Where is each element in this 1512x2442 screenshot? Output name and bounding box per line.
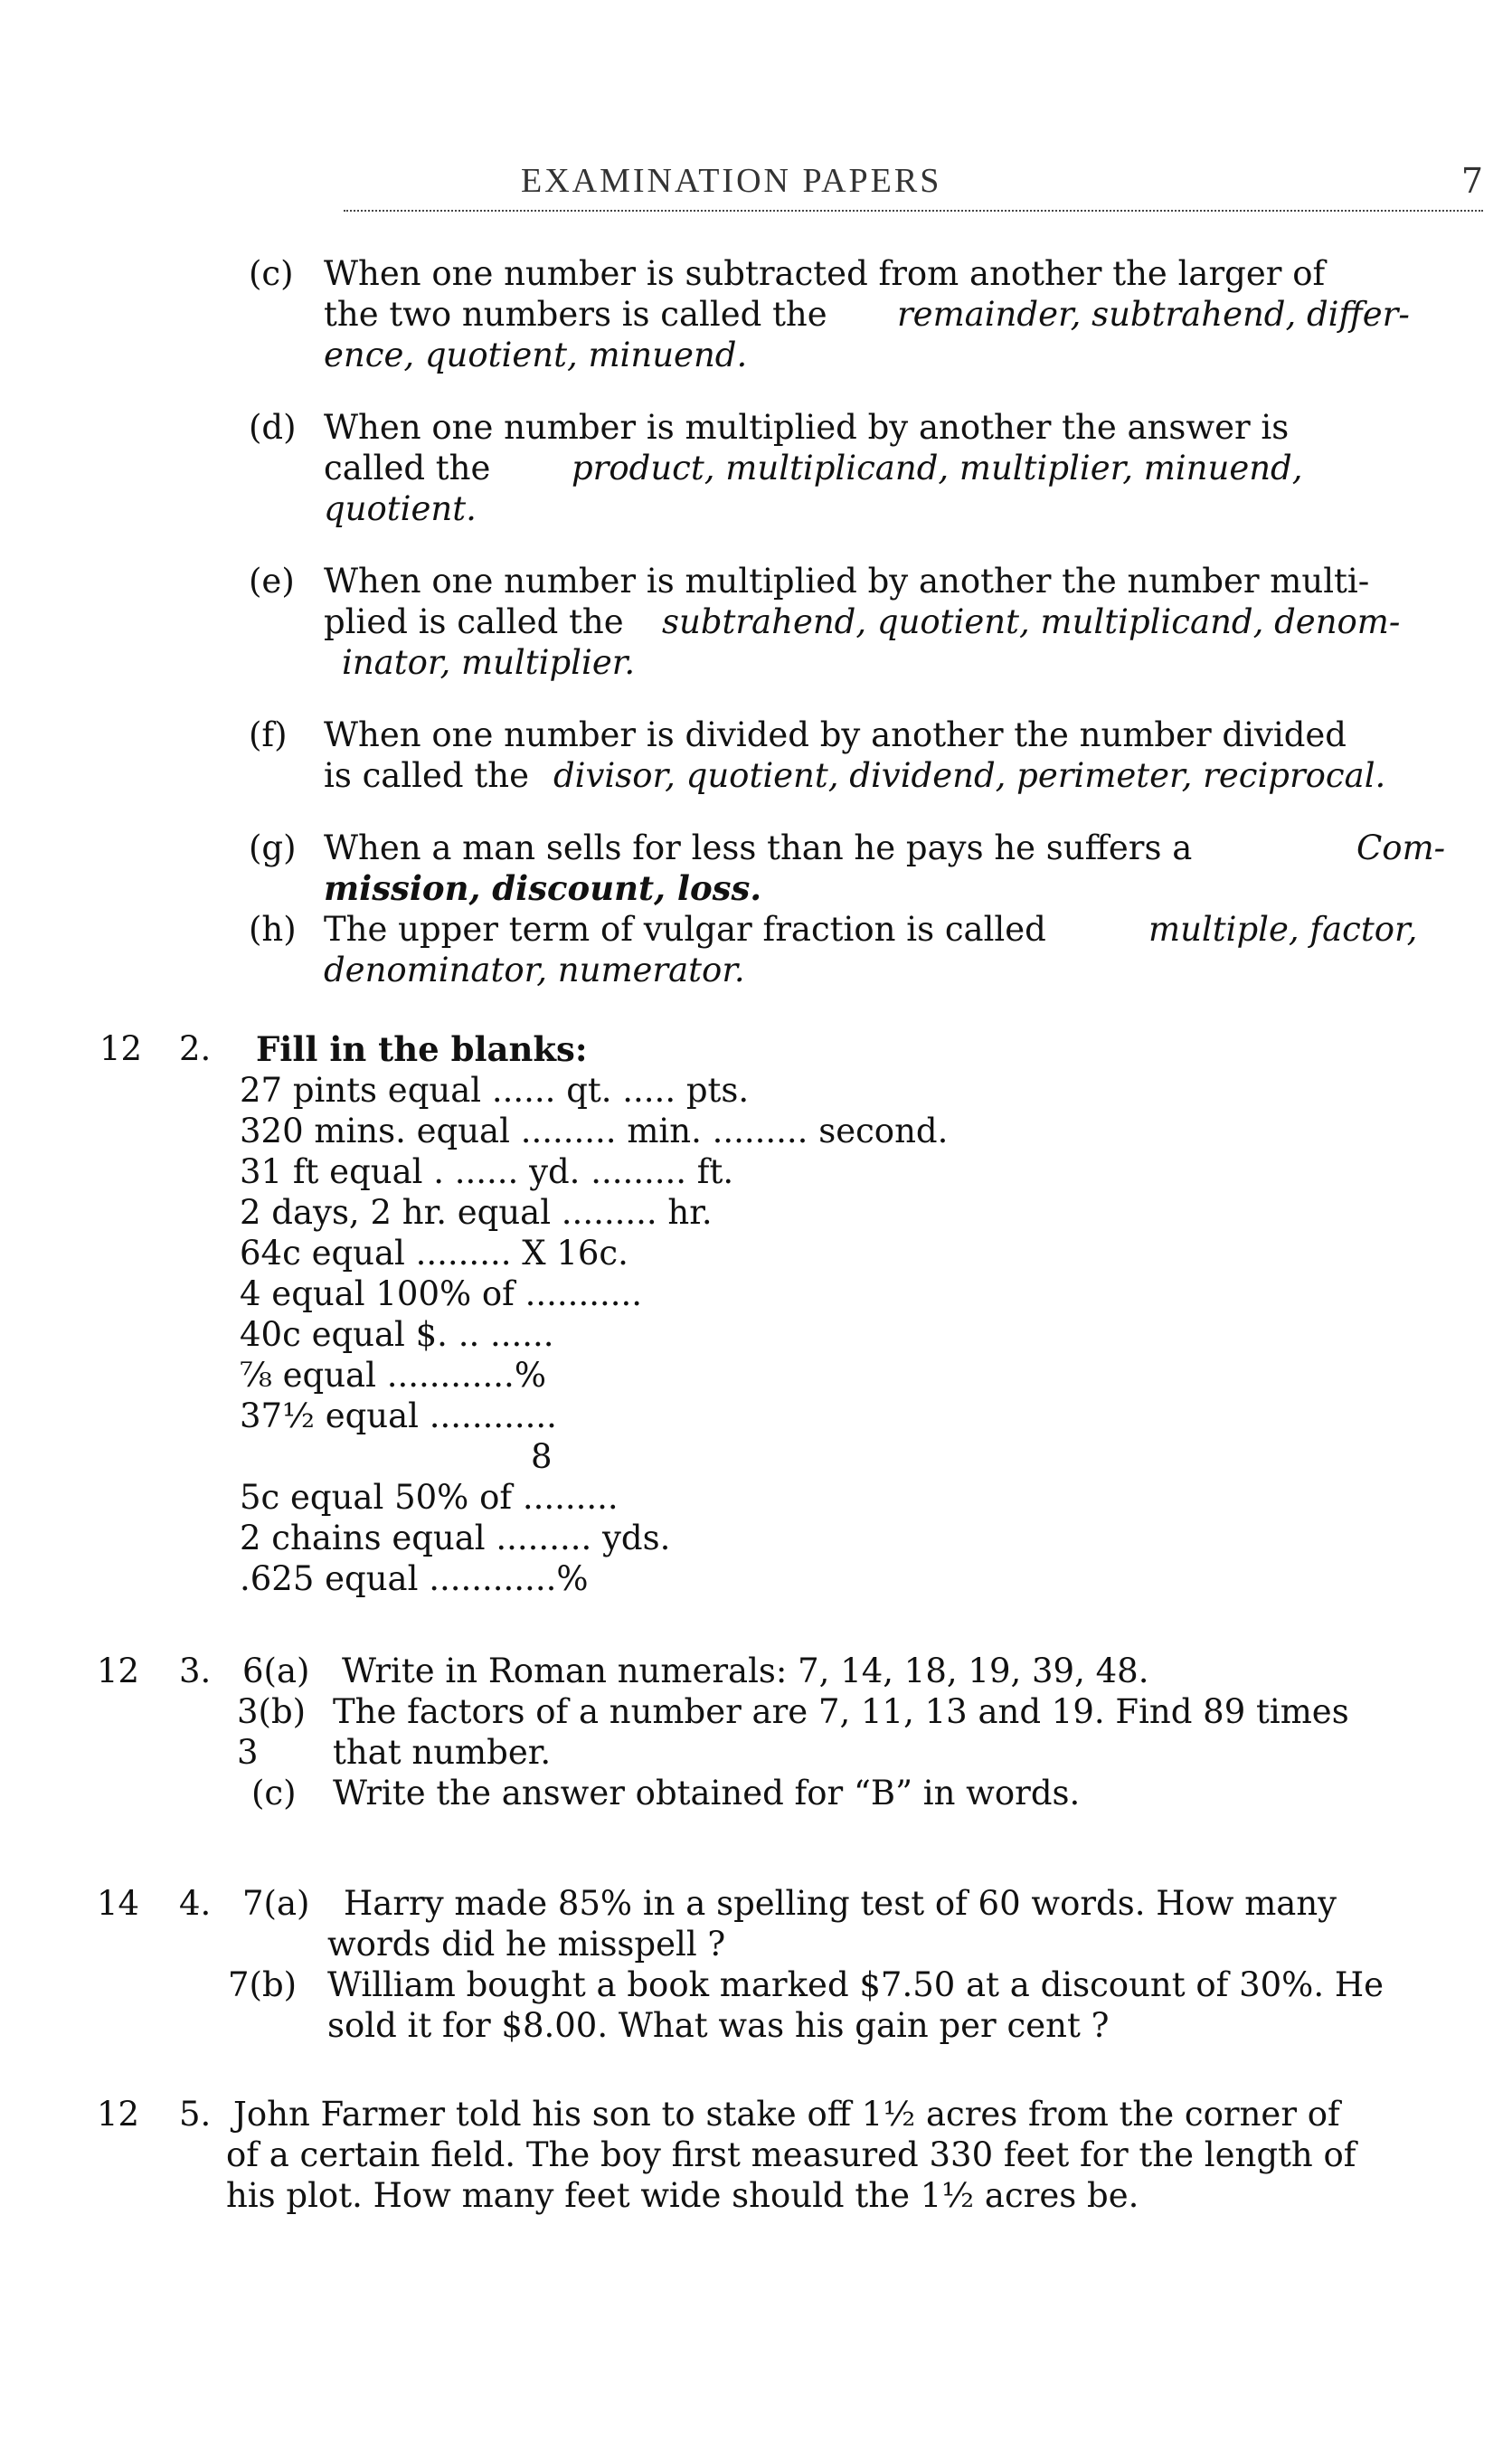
q2-item-12: .625 equal ............%	[240, 1559, 589, 1598]
part-c-options-1: remainder, subtrahend, differ-	[897, 295, 1410, 334]
part-h-line1: The upper term of vulgar fraction is called	[324, 910, 1046, 949]
q2-item-9: 37½ equal ............	[240, 1396, 557, 1435]
part-h-options-1: multiple, factor,	[1148, 910, 1418, 949]
part-e-options-1: subtrahend, quotient, multiplicand, denom-	[662, 602, 1401, 641]
q5-line-3: his plot. How many feet wide should the 1½ acres be.	[226, 2176, 1139, 2215]
running-title: EXAMINATION PAPERS	[521, 162, 942, 200]
q2-item-7: 40c equal $. .. ......	[240, 1315, 554, 1354]
q2-item-11: 2 chains equal ......... yds.	[240, 1519, 671, 1557]
q3-text-b2: that number.	[333, 1733, 552, 1772]
q2-number: 2.	[179, 1029, 212, 1068]
q5-number: 5.	[179, 2095, 212, 2134]
q3-label-b: 3(b)	[237, 1692, 307, 1731]
page-number: 7	[1460, 161, 1483, 201]
q4-text-b2: sold it for $8.00. What was his gain per cent ?	[327, 2006, 1110, 2045]
part-d-line2: called the	[324, 449, 491, 487]
part-d-letter: (d)	[249, 408, 297, 447]
part-f-options: divisor, quotient, dividend, perimeter, reciprocal.	[553, 756, 1386, 795]
part-c-line1: When one number is subtracted from another the larger of	[324, 254, 1326, 293]
part-d-line1: When one number is multiplied by another the answer is	[324, 408, 1290, 447]
q2-item-10: 5c equal 50% of .........	[240, 1478, 619, 1517]
part-e-line2: plied is called the	[324, 602, 624, 641]
q3-label-a: 6(a)	[242, 1652, 310, 1690]
part-h-options-2: denominator, numerator.	[324, 951, 745, 989]
q5-line-2: of a certain field. The boy first measured 330 feet for the length of	[226, 2135, 1356, 2174]
part-e-options-2: inator, multiplier.	[342, 643, 636, 682]
q4-text-b1: William bought a book marked $7.50 at a discount of 30%. He	[327, 1965, 1384, 2004]
part-f-letter: (f)	[249, 715, 288, 754]
part-g-line1: When a man sells for less than he pays he suffers a	[324, 828, 1193, 867]
q4-label-b: 7(b)	[228, 1965, 298, 2004]
q2-item-6: 4 equal 100% of ...........	[240, 1274, 643, 1313]
q2-item-8: ⅞ equal ............%	[240, 1356, 546, 1395]
q3-label-c: (c)	[251, 1774, 297, 1813]
part-g-options-2: mission, discount, loss.	[324, 868, 762, 908]
q4-marks: 14	[97, 1884, 140, 1923]
part-c-letter: (c)	[249, 254, 294, 293]
q2-item-5: 64c equal ......... X 16c.	[240, 1234, 628, 1273]
q2-item-9-denominator: 8	[531, 1437, 553, 1476]
q3-text-b: The factors of a number are 7, 11, 13 and 19. Find 89 times	[333, 1692, 1349, 1731]
q2-item-4: 2 days, 2 hr. equal ......... hr.	[240, 1193, 713, 1232]
q4-label-a: 7(a)	[242, 1884, 310, 1923]
part-d-options-1: product, multiplicand, multiplier, minuend,	[572, 449, 1303, 487]
part-e-line1: When one number is multiplied by another the number multi-	[324, 562, 1370, 601]
q4-text-a1: Harry made 85% in a spelling test of 60 words. How many	[344, 1884, 1337, 1923]
part-c-line2: the two numbers is called the	[324, 295, 827, 334]
q2-marks: 12	[99, 1029, 143, 1068]
header-rule	[344, 210, 1483, 212]
q3-label-b2: 3	[237, 1733, 259, 1772]
q3-number: 3.	[179, 1652, 212, 1690]
part-g-options-1: Com-	[1356, 828, 1446, 867]
part-c-options-2: ence, quotient, minuend.	[324, 336, 748, 374]
q3-text-a: Write in Roman numerals: 7, 14, 18, 19, 39, 48.	[342, 1652, 1149, 1690]
q2-item-2: 320 mins. equal ......... min. ......... second.	[240, 1112, 949, 1150]
q5-marks: 12	[97, 2095, 140, 2134]
q4-number: 4.	[179, 1884, 212, 1923]
q3-text-c: Write the answer obtained for “B” in words.	[333, 1774, 1081, 1813]
part-f-line2: is called the	[324, 756, 529, 795]
q4-text-a2: words did he misspell ?	[327, 1925, 726, 1964]
q2-item-1: 27 pints equal ...... qt. ..... pts.	[240, 1071, 750, 1110]
part-f-line1: When one number is divided by another the number divided	[324, 715, 1347, 754]
q2-item-3: 31 ft equal . ...... yd. ......... ft.	[240, 1152, 734, 1191]
q3-marks: 12	[97, 1652, 140, 1690]
part-e-letter: (e)	[249, 562, 295, 601]
part-h-letter: (h)	[249, 910, 297, 949]
q5-line-1: John Farmer told his son to stake off 1½ acres from the corner of	[233, 2095, 1340, 2134]
q2-heading: Fill in the blanks:	[256, 1029, 588, 1069]
part-d-options-2: quotient.	[324, 489, 477, 528]
part-g-letter: (g)	[249, 828, 297, 867]
page-header	[344, 161, 1483, 215]
